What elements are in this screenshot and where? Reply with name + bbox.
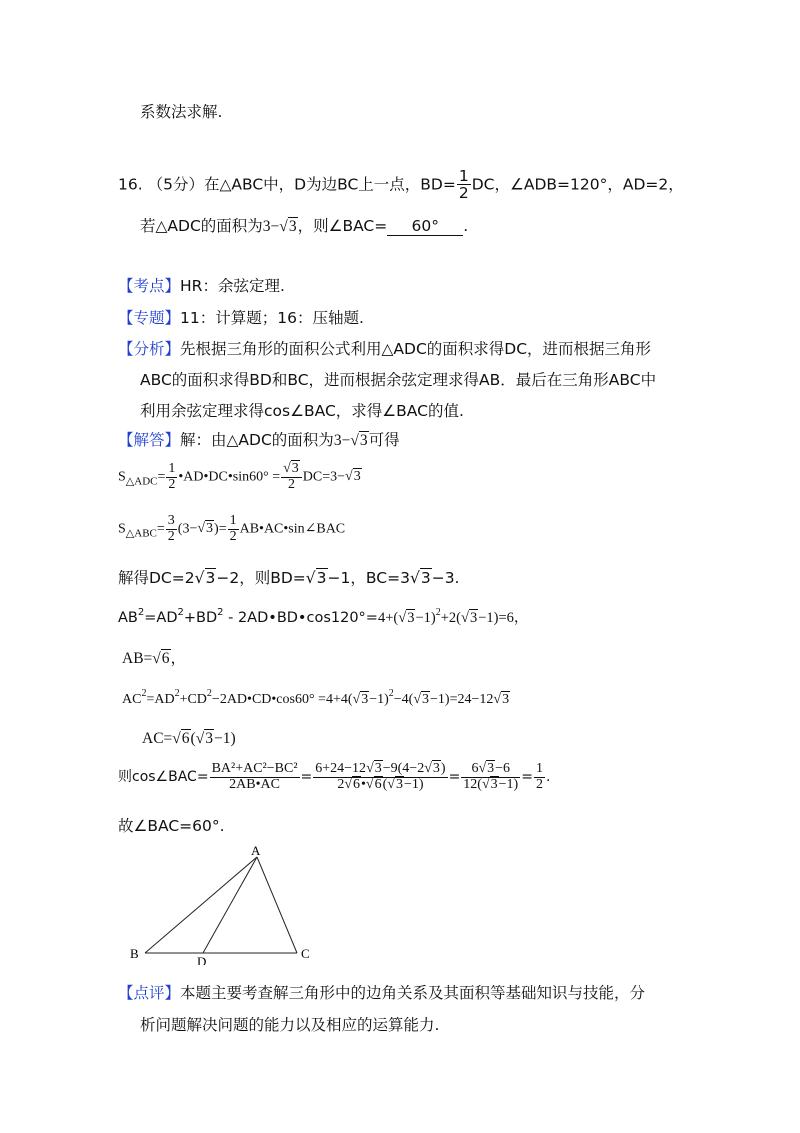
conclusion: 故∠BAC=60°. [118,817,225,835]
bd-fraction: $\frac{1}{2}$ [458,167,469,203]
dianping-tag: 【点评】 [118,984,181,1002]
problem-text: 在△ABC中，D为边BC上一点，BD= [203,175,456,194]
problem-text: 若△ADC的面积为 [140,217,263,235]
problem-line-1 [118,168,684,202]
fenxi-row-2: ABC的面积求得BD和BC，进而根据余弦定理求得AB．最后在三角形ABC中 [140,371,657,389]
equation-5: AB=√6， [122,650,187,667]
problem-text: DC，∠ADB=120°，AD=2， [471,175,684,194]
fenxi-row-3: 利用余弦定理求得cos∠BAC，求得∠BAC的值. [140,402,464,420]
label-b: B [130,946,139,961]
fenxi-row-1 [118,337,651,359]
zhuanti-row [118,306,364,328]
kaodian-tag: 【考点】 [118,277,181,295]
equation-7: AC=√6(√3−1) [142,730,236,747]
dianping-row-1 [118,981,645,1003]
problem-score: （5分） [147,175,204,194]
equation-3: 解得DC=2√3−2，则BD=√3−1，BC=3√3−3. [118,569,460,587]
triangle-figure [125,840,325,965]
problem-text: ，则∠BAC= [297,217,388,235]
label-c: C [301,946,310,961]
segment-ac [257,857,297,953]
zhuanti-text: 11：计算题；16：压轴题. [180,309,364,327]
fenxi-text: 先根据三角形的面积公式利用△ADC的面积求得DC，进而根据三角形 [180,340,652,358]
area-value: 3−√3 [262,218,297,235]
label-d: D [197,954,207,965]
cos-fraction-1: $\frac{\text{BA²+AC²−BC²}}{2AB•AC}$ [211,761,298,792]
fenxi-tag: 【分析】 [118,340,181,358]
segment-ad [203,857,257,953]
answer-blank: 60° [387,217,463,236]
zhuanti-tag: 【专题】 [118,309,181,327]
equation-2: $S_{\triangle ABC}=$ $\frac{3}{2}$ (3−√3)= $\frac{1}{2}$ AB•AC•sin∠BAC [118,513,346,544]
dianping-row-2: 析问题解决问题的能力以及相应的运算能力. [140,1016,440,1034]
cos-fraction-2: $\frac{6+24-12√3-9(4-2√3)}{2√6•√6(√3-1)}$ [315,761,446,792]
segment-ab [145,857,257,953]
kaodian-row [118,274,285,296]
jieda-tag: 【解答】 [118,431,181,449]
cos-fraction-3: $\frac{6√3-6}{12(√3-1)}$ [463,761,519,792]
cos-fraction-4: $\frac{1}{2}$ [535,761,543,792]
kaodian-text: HR：余弦定理. [180,277,285,295]
dianping-text: 本题主要考查解三角形中的边角关系及其面积等基础知识与技能，分 [180,984,646,1002]
top-text: 系数法求解. [140,103,223,121]
equation-4: $AB^2=AD^2+BD^2$ - $2AD•BD•\cos 120^\circ=4+(√3-1)^2+2(√3-1)=6$， [118,607,529,626]
equation-8: 则cos∠BAC= $\frac{\text{BA²+AC²−BC²}}{2AB•AC}$ = $\frac{6+24-12√3-9(4-2√3)}{2√6•√6(√3-1)}$ = $\frac{6√3-6}{12(√3-1)}$ = $\frac{1}{2}$ . [118,761,551,792]
problem-number: 16. [118,175,143,194]
problem-line-2: 若△ADC的面积为3−√3，则∠BAC= 60° . [140,217,469,235]
equation-6: $AC^2=AD^2+CD^2-2AD•CD•\cos 60^\circ =4+4(√3-1)^2-4(√3-1)=24-12√3$ [122,688,510,707]
equation-1: $S_{\triangle ADC}=$ $\frac{1}{2}$ •AD•DC•sin60° = $\frac{√3}{2}$ DC=3−√3 [118,461,361,492]
jieda-row: 【解答】解：由△ADC的面积为3−√3可得 [118,431,400,449]
label-a: A [251,843,261,858]
